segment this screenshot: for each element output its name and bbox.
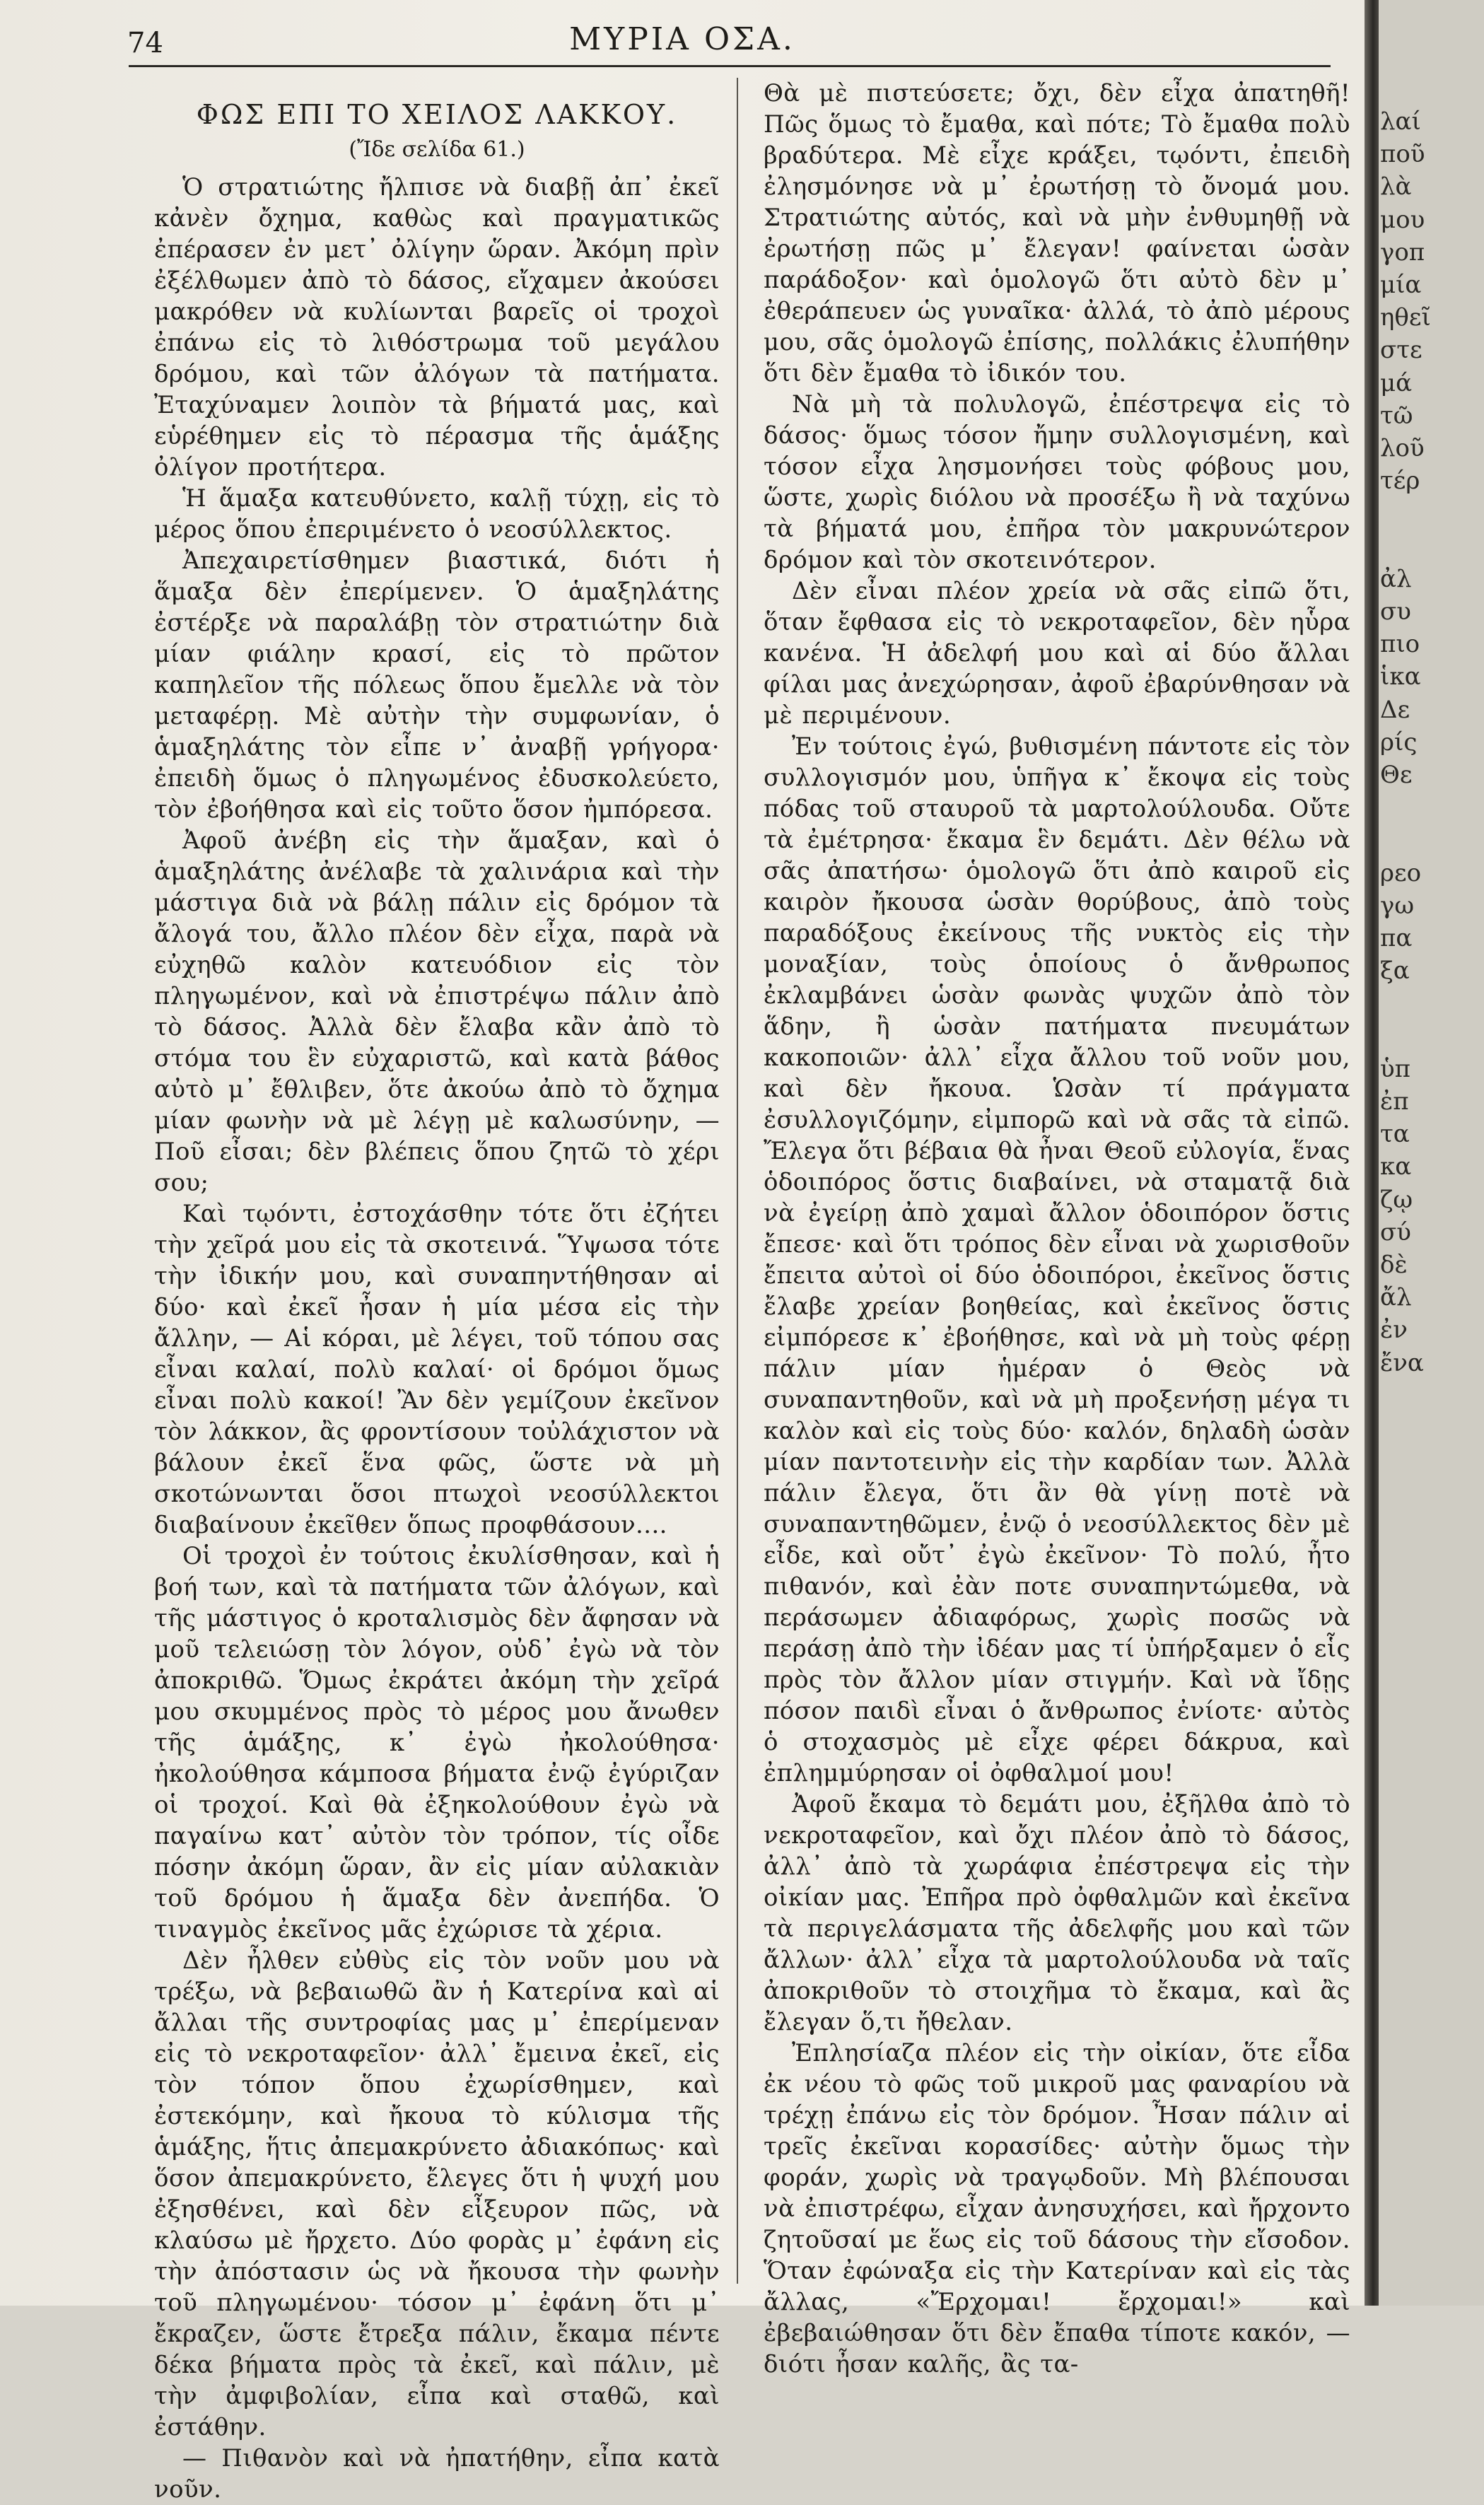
- paragraph: Νὰ μὴ τὰ πολυλογῶ, ἐπέστρεψα εἰς τὸ δάσος· ὅμως τόσον ἤμην συλλογισμένη, καὶ τόσον εἶχα λησμονήσει τοὺς φόβους μου, ὥστε, χωρὶς διόλου νὰ προσέξω ἢ νὰ ταχύνω τὰ βήματά μου, ἐπῆρα τὸν μακρυνώτερον δρόμον καὶ τὸν σκοτεινότερον.: [764, 390, 1350, 574]
- facing-page-fragment: ἀλ: [1380, 564, 1412, 593]
- paragraph: Ἀπεχαιρετίσθημεν βιαστικά, διότι ἡ ἅμαξα δὲν ἐπερίμενεν. Ὁ ἁμαξηλάτης ἐστέρξε νὰ παραλάβῃ τὸν στρατιώτην διὰ μίαν φιάλην κρασί, εἰς τὸ πρῶτον καπηλεῖον τῆς πόλεως ὅπου ἔμελλε νὰ τὸν μεταφέρῃ. Μὲ αὐτὴν τὴν συμφωνίαν, ὁ ἁμαξηλάτης τὸν εἶπε ν᾽ ἀναβῇ γρήγορα· ἐπειδὴ ὅμως ὁ πληγωμένος ἐδυσκολεύετο, τὸν ἐβοήθησα καὶ εἰς τοῦτο ὅσον ἠμπόρεσα.: [154, 547, 720, 824]
- facing-page-fragment: λοῦ: [1380, 434, 1425, 462]
- left-column: [154, 78, 720, 2504]
- facing-page-fragment: τῶ: [1380, 401, 1413, 430]
- facing-page-fragment: πιο: [1380, 630, 1420, 659]
- facing-page-fragment: ρίς: [1380, 728, 1418, 757]
- facing-page-fragment: τέρ: [1380, 467, 1420, 496]
- facing-page-fragment: ποῦ: [1380, 140, 1425, 169]
- facing-page-fragment: σύ: [1380, 1218, 1411, 1246]
- facing-page-fragment: ηθεῖ: [1380, 303, 1431, 332]
- paragraph: Ὁ στρατιώτης ἤλπισε νὰ διαβῇ ἀπ᾽ ἐκεῖ κἀνὲν ὄχημα, καθὼς καὶ πραγματικῶς ἐπέρασεν ἐν μετ᾽ ὀλίγην ὥραν. Ἀκόμη πρὶν ἐξέλθωμεν ἀπὸ τὸ δάσος, εἴχαμεν ἀκούσει μακρόθεν νὰ κυλίωνται βαρεῖς οἱ τροχοὶ ἐπάνω εἰς τὸ λιθόστρωμα τοῦ μεγάλου δρόμου, καὶ τῶν ἀλόγων τὰ πατήματα. Ἐταχύναμεν λοιπὸν τὰ βήματά μας, καὶ εὑρέθημεν εἰς τὸ πέρασμα τῆς ἁμάξης ὀλίγον προτήτερα.: [154, 173, 720, 481]
- paragraph: Δὲν εἶναι πλέον χρεία νὰ σᾶς εἰπῶ ὅτι, ὅταν ἔφθασα εἰς τὸ νεκροταφεῖον, δὲν ηὗρα κανένα. Ἡ ἀδελφή μου καὶ αἱ δύο ἄλλαι φίλαι μας ἀνεχώρησαν, ἀφοῦ ἐβαρύνθησαν νὰ μὲ περιμένουν.: [764, 577, 1350, 730]
- facing-page-fragment: ἱκα: [1380, 662, 1421, 691]
- facing-page-edge: [1379, 0, 1484, 2306]
- article-reference: (Ἴδε σελίδα 61.): [349, 137, 525, 162]
- book-spine-shadow: [1365, 0, 1379, 2306]
- facing-page-fragment: συ: [1380, 597, 1411, 626]
- facing-page-fragment: μά: [1380, 368, 1413, 397]
- column-divider: [737, 78, 738, 2284]
- facing-page-fragment: ἐν: [1380, 1316, 1408, 1345]
- paragraph: Ἐπλησίαζα πλέον εἰς τὴν οἰκίαν, ὅτε εἶδα ἐκ νέου τὸ φῶς τοῦ μικροῦ μας φαναρίου νὰ τρέχῃ ἐπάνω εἰς τὸν δρόμον. Ἦσαν πάλιν αἱ τρεῖς ἐκεῖναι κορασίδες· αὐτὴν ὅμως τὴν φοράν, χωρὶς νὰ τραγῳδοῦν. Μὴ βλέπουσαι νὰ ἐπιστρέφω, εἶχαν ἀνησυχήσει, καὶ ἤρχοντο ζητοῦσαί με ἕως εἰς τοῦ δάσους τὴν εἴσοδον. Ὅταν ἐφώναξα εἰς τὴν Κατερίναν καὶ εἰς τὰς ἄλλας, «Ἔρχομαι! ἔρχομαι!» καὶ ἐβεβαιώθησαν ὅτι δὲν ἔπαθα τίποτε κακόν, — διότι ἦσαν καλῆς, ἂς τα-: [764, 2039, 1350, 2378]
- paragraph: Δὲν ἦλθεν εὐθὺς εἰς τὸν νοῦν μου νὰ τρέξω, νὰ βεβαιωθῶ ἂν ἡ Κατερίνα καὶ αἱ ἄλλαι τῆς συντροφίας μας μ᾽ ἐπερίμεναν εἰς τὸ νεκροταφεῖον· ἀλλ᾽ ἔμεινα ἐκεῖ, εἰς τὸν τόπον ὅπου ἐχωρίσθημεν, καὶ ἐστεκόμην, καὶ ἤκουα τὸ κύλισμα τῆς ἁμάξης, ἥτις ἀπεμακρύνετο ἀδιακόπως· καὶ ὅσον ἀπεμακρύνετο, ἔλεγες ὅτι ἡ ψυχή μου ἐξησθένει, καὶ δὲν εἶξευρον πῶς, νὰ κλαύσω μὲ ἤρχετο. Δύο φορὰς μ᾽ ἐφάνη εἰς τὴν ἀπόστασιν ὡς νὰ ἤκουσα τὴν φωνὴν τοῦ πληγωμένου· τόσον μ᾽ ἐφάνη ὅτι μ᾽ ἔκραζεν, ὥστε ἔτρεξα πάλιν, ἔκαμα πέντε δέκα βήματα πρὸς τὰ ἐκεῖ, καὶ πάλιν, μὲ τὴν ἀμφιβολίαν, εἶπα καὶ σταθῶ, καὶ ἐστάθην.: [154, 1946, 720, 2441]
- facing-page-fragment: γοπ: [1380, 238, 1425, 267]
- facing-page-fragment: ἄλ: [1380, 1283, 1412, 1312]
- facing-page-fragment: μου: [1380, 205, 1425, 234]
- paragraph: Καὶ τῳόντι, ἐστοχάσθην τότε ὅτι ἐζήτει τὴν χεῖρά μου εἰς τὰ σκοτεινά. Ὕψωσα τότε τὴν ἰδικήν μου, καὶ συναπηντήθησαν αἱ δύο· καὶ ἐκεῖ ἦσαν ἡ μία μέσα εἰς τὴν ἄλλην, — Αἱ κόραι, μὲ λέγει, τοῦ τόπου σας εἶναι καλαί, πολὺ καλαί· οἱ δρόμοι ὅμως εἶναι πολὺ κακοί! Ἂν δὲν γεμίζουν ἐκεῖνον τὸν λάκκον, ἂς φροντίσουν τοὐλάχιστον νὰ βάλουν ἐκεῖ ἕνα φῶς, ὥστε νὰ μὴ σκοτώνωνται ὅσοι πτωχοὶ νεοσύλλεκτοι διαβαίνουν ἐκεῖθεν ὅπως προφθάσουν....: [154, 1200, 720, 1539]
- right-column: [764, 78, 1350, 2378]
- paragraph: Ἀφοῦ ἀνέβη εἰς τὴν ἅμαξαν, καὶ ὁ ἁμαξηλάτης ἀνέλαβε τὰ χαλινάρια καὶ τὴν μάστιγα διὰ νὰ βάλῃ πάλιν εἰς δρόμον τὰ ἄλογά του, ἄλλο πλέον δὲν εἶχα, παρὰ νὰ εὐχηθῶ καλὸν κατευόδιον εἰς τὸν πληγωμένον, καὶ νὰ ἐπιστρέψω πάλιν ἀπὸ τὸ δάσος. Ἀλλὰ δὲν ἔλαβα κἂν ἀπὸ τὸ στόμα του ἓν εὐχαριστῶ, καὶ κατὰ βάθος αὐτὸ μ᾽ ἔθλιβεν, ὅτε ἀκούω ἀπὸ τὸ ὄχημα μίαν φωνὴν νὰ μὲ λέγῃ μὲ καλωσύνην, — Ποῦ εἶσαι; δὲν βλέπεις ὅπου ζητῶ τὸ χέρι σου;: [154, 827, 720, 1197]
- facing-page-fragment: ἔνα: [1380, 1348, 1424, 1377]
- facing-page-fragment: ὑπ: [1380, 1054, 1411, 1083]
- article-title: ΦΩΣ ΕΠΙ ΤΟ ΧΕΙΛΟΣ ΛΑΚΚΟΥ.: [196, 99, 678, 130]
- paragraph: Ἐν τούτοις ἐγώ, βυθισμένη πάντοτε εἰς τὸν συλλογισμόν μου, ὑπῆγα κ᾽ ἔκοψα εἰς τοὺς πόδας τοῦ σταυροῦ τὰ μαρτολούλουδα. Οὔτε τὰ ἐμέτρησα· ἔκαμα ἓν δεμάτι. Δὲν θέλω νὰ σᾶς ἀπατήσω· ὁμολογῶ ὅτι ἀπὸ καιροῦ εἰς καιρὸν ἤκουσα ὡσὰν θορύβους, ἀπὸ τοὺς παραδόξους ἐκείνους τῆς νυκτὸς εἰς τὴν μοναξίαν, τοὺς ὁποίους ὁ ἄνθρωπος ἐκλαμβάνει ὡσὰν φωνὰς ψυχῶν ἀπὸ τὸν ἅδην, ἢ ὡσὰν πατήματα πνευμάτων κακοποιῶν· ἀλλ᾽ εἶχα ἄλλου τοῦ νοῦν μου, καὶ δὲν ἤκουα. Ὡσὰν τί πράγματα ἐσυλλογιζόμην, εἰμπορῶ καὶ νὰ σᾶς τὰ εἰπῶ. Ἔλεγα ὅτι βέβαια θὰ ἦναι Θεοῦ εὐλογία, ἕνας ὁδοιπόρος ὅστις διαβαίνει, νὰ σταματᾷ διὰ νὰ ἐγείρῃ ἀπὸ χαμαὶ ἄλλον ὁδοιπόρον ὅστις ἔπεσε· καὶ ὅτι τρόπος δὲν εἶναι νὰ χωρισθοῦν ἔπειτα αὐτοὶ οἱ δύο ὁδοιπόροι, ἐκεῖνος ὅστις ἔλαβε χρείαν βοηθείας, καὶ ἐκεῖνος ὅστις εἰμπόρεσε κ᾽ ἐβοήθησε, καὶ νὰ μὴ τοὺς φέρῃ πάλιν μίαν ἡμέραν ὁ Θεὸς νὰ συναπαντηθοῦν, καὶ νὰ μὴ προξενήσῃ μέγα τι καλὸν καὶ εἰς τοὺς δύο· καλόν, δηλαδὴ ὡσὰν μίαν παντοτεινὴν εἰς τὴν καρδίαν των. Ἀλλὰ πάλιν ἔλεγα, ὅτι ἂν θὰ γίνῃ ποτὲ νὰ συναπαντηθῶμεν, ἐνῷ ὁ νεοσύλλεκτος δὲν μὲ εἶδε, καὶ οὔτ᾽ ἐγὼ ἐκεῖνον· Τὸ πολύ, ἦτο πιθανόν, καὶ ἐὰν ποτε συναπηντώμεθα, νὰ περάσωμεν ἀδιαφόρως, χωρὶς ποσῶς νὰ περάσῃ ἀπὸ τὴν ἰδέαν μας τί ὑπήρξαμεν ὁ εἷς πρὸς τὸν ἄλλον μίαν στιγμήν. Καὶ νὰ ἴδῃς πόσον παιδὶ εἶναι ὁ ἄνθρωπος ἐνίοτε· αὐτὸς ὁ στοχασμὸς μὲ εἶχε φέρει δάκρυα, καὶ ἐπλημμύρησαν οἱ ὀφθαλμοί μου!: [764, 732, 1350, 1787]
- paragraph: Θὰ μὲ πιστεύσετε; ὄχι, δὲν εἶχα ἀπατηθῆ! Πῶς ὅμως τὸ ἔμαθα, καὶ πότε; Τὸ ἔμαθα πολὺ βραδύτερα. Μὲ εἶχε κράξει, τῳόντι, ἐπειδὴ ἐλησμόνησε νὰ μ᾽ ἐρωτήσῃ τὸ ὄνομά μου. Στρατιώτης αὐτός, καὶ νὰ μὴν ἐνθυμηθῇ νὰ ἐρωτήσῃ πῶς μ᾽ ἔλεγαν! φαίνεται ὡσὰν παράδοξον· καὶ ὁμολογῶ ὅτι αὐτὸ δὲν μ᾽ ἐθεράπευεν ὡς γυναῖκα· ἀλλά, τὸ ἀπὸ μέρους μου, σᾶς ὁμολογῶ ἐπίσης, πολλάκις ἐλυπήθην ὅτι δὲν ἔμαθα τὸ ἰδικόν του.: [764, 79, 1350, 387]
- facing-page-fragment: πα: [1380, 924, 1413, 952]
- facing-page-fragment: Θε: [1380, 761, 1413, 789]
- page-number: 74: [127, 27, 163, 59]
- running-title: ΜΥΡΙΑ ΟΣΑ.: [569, 21, 795, 57]
- header-rule: [129, 65, 1331, 67]
- facing-page-fragment: Δε: [1380, 695, 1410, 724]
- paragraph: — Πιθανὸν καὶ νὰ ἠπατήθην, εἶπα κατὰ νοῦν.: [154, 2444, 720, 2504]
- facing-page-fragment: κα: [1380, 1152, 1412, 1181]
- facing-page-fragment: ἐπ: [1380, 1087, 1409, 1116]
- paragraph: Οἱ τροχοὶ ἐν τούτοις ἐκυλίσθησαν, καὶ ἡ βοή των, καὶ τὰ πατήματα τῶν ἀλόγων, καὶ τῆς μάστιγος ὁ κροταλισμὸς δὲν ἄφησαν νὰ μοῦ τελειώσῃ τὸν λόγον, οὐδ᾽ ἐγὼ νὰ τὸν ἀποκριθῶ. Ὅμως ἐκράτει ἀκόμη τὴν χεῖρά μου σκυμμένος πρὸς τὸ μέρος μου ἄνωθεν τῆς ἁμάξης, κ᾽ ἐγὼ ἠκολούθησα· ἠκολούθησα κάμποσα βήματα ἐνῷ ἐγύριζαν οἱ τροχοί. Καὶ θὰ ἐξηκολούθουν ἐγὼ νὰ παγαίνω κατ᾽ αὐτὸν τὸν τρόπον, τίς οἶδε πόσην ἀκόμη ὥραν, ἂν εἰς μίαν αὐλακιὰν τοῦ δρόμου ἡ ἅμαξα δὲν ἀνεπήδα. Ὁ τιναγμὸς ἐκεῖνος μᾶς ἐχώρισε τὰ χέρια.: [154, 1542, 720, 1944]
- facing-page-fragment: ζῳ: [1380, 1185, 1413, 1214]
- paragraph: Ἀφοῦ ἔκαμα τὸ δεμάτι μου, ἐξῆλθα ἀπὸ τὸ νεκροταφεῖον, καὶ ὄχι πλέον ἀπὸ τὸ δάσος, ἀλλ᾽ ἀπὸ τὰ χωράφια ἐπέστρεψα εἰς τὴν οἰκίαν μας. Ἐπῆρα πρὸ ὀφθαλμῶν καὶ ἐκεῖνα τὰ περιγελάσματα τῆς ἀδελφῆς μου καὶ τῶν ἄλλων· ἀλλ᾽ εἶχα τὰ μαρτολούλουδα νὰ ταῖς ἀποκριθοῦν τὸ στοιχῆμα τὸ ἔκαμα, καὶ ἂς ἔλεγαν ὅ,τι ἤθελαν.: [764, 1790, 1350, 2036]
- paragraph: Ἡ ἅμαξα κατευθύνετο, καλῇ τύχῃ, εἰς τὸ μέρος ὅπου ἐπεριμένετο ὁ νεοσύλλεκτος.: [154, 484, 720, 544]
- facing-page-fragment: ρεο: [1380, 858, 1422, 887]
- facing-page-fragment: μία: [1380, 271, 1422, 299]
- facing-page-fragment: δὲ: [1380, 1251, 1408, 1279]
- facing-page-fragment: τα: [1380, 1120, 1410, 1149]
- facing-page-fragment: στε: [1380, 336, 1422, 365]
- facing-page-fragment: λαί: [1380, 107, 1421, 136]
- facing-page-fragment: λὰ: [1380, 173, 1412, 202]
- facing-page-fragment: γω: [1380, 891, 1415, 920]
- facing-page-fragment: ξα: [1380, 957, 1410, 986]
